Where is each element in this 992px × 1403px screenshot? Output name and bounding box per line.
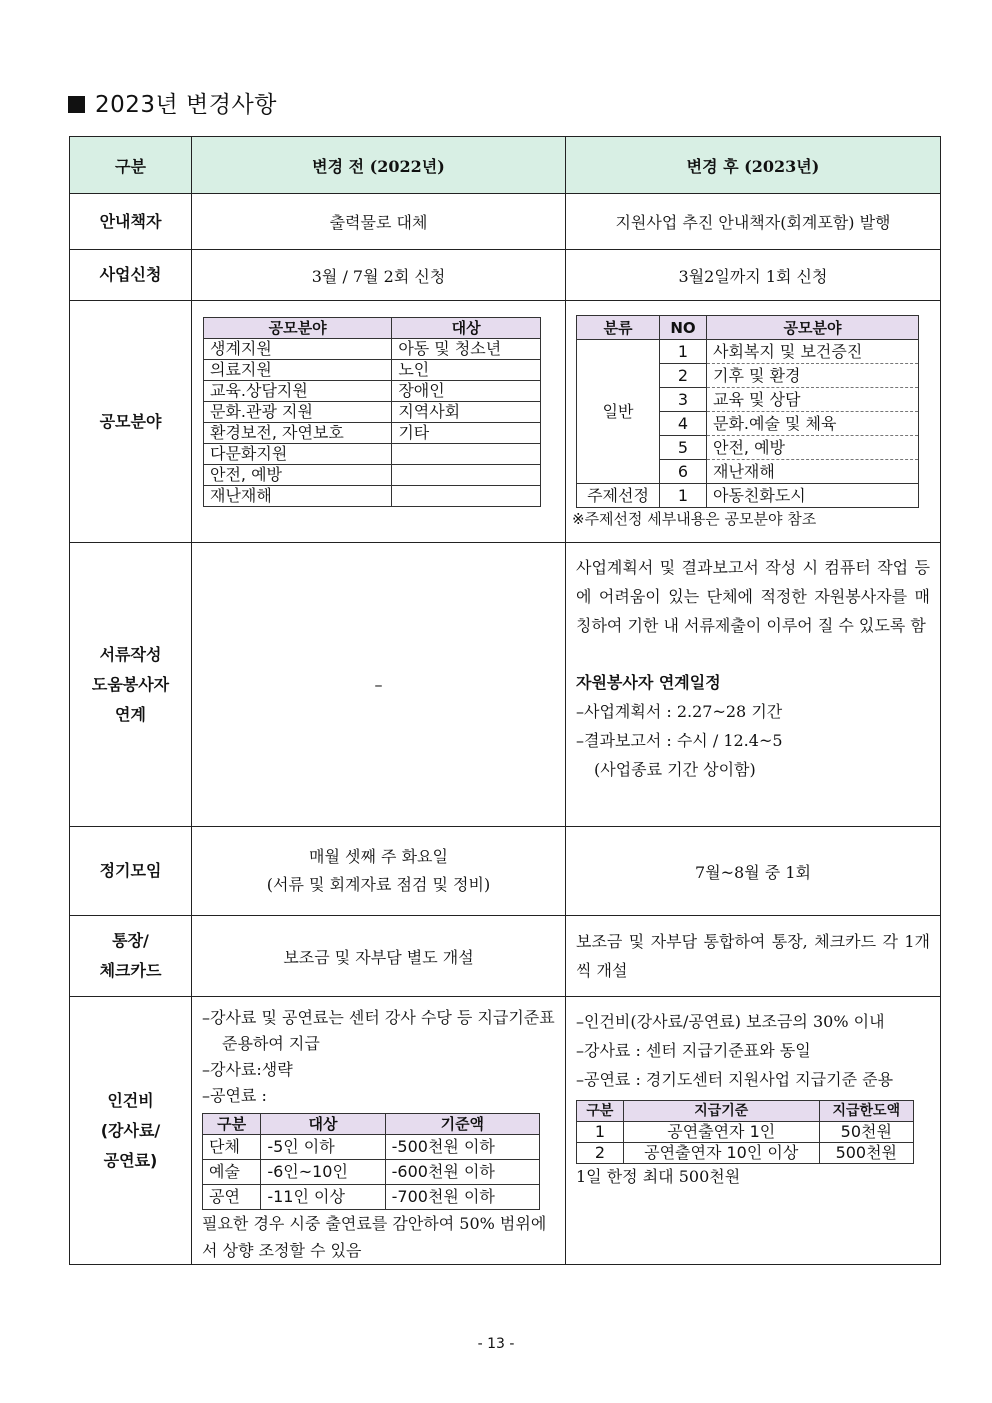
guide-before: 출력물로 대체 — [192, 194, 566, 250]
list-item: 4 문화.예술 및 체육 — [577, 412, 919, 436]
table-row — [70, 997, 941, 1265]
list-item: 2 기후 및 환경 — [577, 364, 919, 388]
page-title: 2023년 변경사항 — [68, 86, 277, 119]
list-item: 의료지원 노인 — [204, 360, 541, 381]
list-item: 일반 1 사회복지 및 보건증진 — [577, 340, 919, 364]
field-before-table: 공모분야 대상 생계지원 아동 및 청소년 의료지원 노인 교육.상담지원 장애인 문화.관광 지원 지역사회 환경보전, 자연보호 기타 다문화지원 안전, 예방 재난재해 — [203, 317, 541, 507]
list-item: 공연 -11인 이상 -700천원 이하 — [203, 1185, 540, 1210]
labor-before: –강사료 및 공연료는 센터 강사 수당 등 지급기준표 준용하여 지급 –강사료:생략 –공연료 : 구분 대상 기준액 단체 -5인 이하 -500천원 이하 예술 -6인~10인 -600천원 이하 공연 -11인 이상 -700천원 이하 필요한 경우 시중 출연료를 감안하여 50% 범위에서 상향 조정할 수 있음 — [192, 997, 566, 1265]
account-after: 보조금 및 자부담 통합하여 통장, 체크카드 각 1개씩 개설 — [566, 916, 941, 997]
row-label-guide: 안내책자 — [70, 194, 192, 250]
table-header-row — [70, 137, 941, 194]
labor-after-table: 구분 지급기준 지급한도액 1 공연출연자 1인 50천원 2 공연출연자 10인 이상 500천원 — [576, 1100, 914, 1164]
list-item: 교육.상담지원 장애인 — [204, 381, 541, 402]
header-before: 변경 전 (2022년) — [192, 137, 566, 194]
list-item: 주제선정 1 아동친화도시 — [577, 484, 919, 508]
apply-after: 3월2일까지 1회 신청 — [566, 250, 941, 301]
row-label-apply: 사업신청 — [70, 250, 192, 301]
list-item: 생계지원 아동 및 청소년 — [204, 339, 541, 360]
list-item: 예술 -6인~10인 -600천원 이하 — [203, 1160, 540, 1185]
volunteer-before: – — [192, 543, 566, 827]
guide-after: 지원사업 추진 안내책자(회계포함) 발행 — [566, 194, 941, 250]
labor-before-table: 구분 대상 기준액 단체 -5인 이하 -500천원 이하 예술 -6인~10인 -600천원 이하 공연 -11인 이상 -700천원 이하 — [202, 1113, 540, 1210]
list-item: 6 재난재해 — [577, 460, 919, 484]
field-after-table: 분류 NO 공모분야 일반 1 사회복지 및 보건증진 2 기후 및 환경 3 교육 및 상담 4 문화.예술 및 체육 5 안전, 예방 6 재난재해 주제선정 1 아동친화도시 — [576, 315, 919, 508]
table-row — [70, 301, 941, 543]
row-label-account: 통장/ 체크카드 — [70, 916, 192, 997]
table-row — [70, 827, 941, 916]
changes-table — [69, 136, 941, 1265]
row-label-labor: 인건비 (강사료/ 공연료) — [70, 997, 192, 1265]
list-item: 문화.관광 지원 지역사회 — [204, 402, 541, 423]
apply-before: 3월 / 7월 2회 신청 — [192, 250, 566, 301]
table-row — [70, 543, 941, 827]
labor-before-note: 필요한 경우 시중 출연료를 감안하여 50% 범위에서 상향 조정할 수 있음 — [202, 1214, 547, 1260]
header-after: 변경 후 (2023년) — [566, 137, 941, 194]
list-item: 단체 -5인 이하 -500천원 이하 — [203, 1135, 540, 1160]
list-item: 2 공연출연자 10인 이상 500천원 — [577, 1143, 914, 1164]
row-label-meeting: 정기모임 — [70, 827, 192, 916]
header-category: 구분 — [70, 137, 192, 194]
table-row — [70, 194, 941, 250]
row-label-volunteer: 서류작성 도움봉사자 연계 — [70, 543, 192, 827]
list-item: 재난재해 — [204, 486, 541, 507]
list-item: 다문화지원 — [204, 444, 541, 465]
page-number: - 13 - — [477, 1336, 515, 1352]
meeting-after: 7월~8월 중 1회 — [566, 827, 941, 916]
labor-after-note: 1일 한정 최대 500천원 — [576, 1167, 741, 1186]
volunteer-after: 사업계획서 및 결과보고서 작성 시 컴퓨터 작업 등에 어려움이 있는 단체에 적정한 자원봉사자를 매칭하여 기한 내 서류제출이 이루어 질 수 있도록 함 자원봉사자 연계일정 –사업계획서 : 2.27~28 기간 –결과보고서 : 수시 / 12.4~5 (사업종료 기간 상이함) — [566, 543, 941, 827]
list-item: 환경보전, 자연보호 기타 — [204, 423, 541, 444]
list-item: 3 교육 및 상담 — [577, 388, 919, 412]
account-before: 보조금 및 자부담 별도 개설 — [192, 916, 566, 997]
list-item: 5 안전, 예방 — [577, 436, 919, 460]
list-item: 1 공연출연자 1인 50천원 — [577, 1122, 914, 1143]
list-item: 안전, 예방 — [204, 465, 541, 486]
table-row — [70, 250, 941, 301]
meeting-before: 매월 셋째 주 화요일 (서류 및 회계자료 점검 및 정비) — [192, 827, 566, 916]
field-note: ※주제선정 세부내용은 공모분야 참조 — [572, 510, 817, 528]
square-bullet-icon — [68, 96, 85, 113]
row-label-field: 공모분야 — [70, 301, 192, 543]
labor-after: –인건비(강사료/공연료) 보조금의 30% 이내 –강사료 : 센터 지급기준표와 동일 –공연료 : 경기도센터 지원사업 지급기준 준용 구분 지급기준 지급한도액 1 공연출연자 1인 50천원 2 공연출연자 10인 이상 500천원 1일 한정 최대 500천원 — [566, 997, 941, 1265]
table-row — [70, 916, 941, 997]
